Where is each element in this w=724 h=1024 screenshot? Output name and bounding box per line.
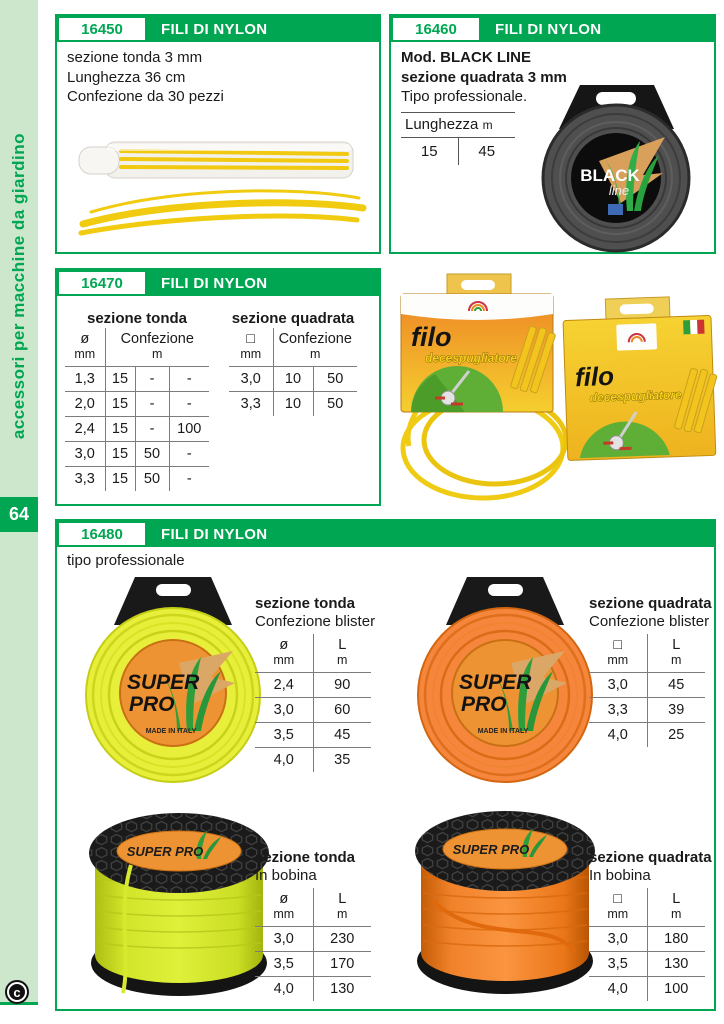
section-header [57,521,714,547]
table-row [255,722,371,747]
table-subtitle: Confezione blister [589,613,710,630]
table-row [255,672,371,697]
description-line: sezione tonda 3 mm [67,49,203,66]
section-title: FILI DI NYLON [161,525,268,543]
table-bobina-quadrata [589,849,712,1001]
table-row [589,976,705,1001]
product-code: 16460 [393,18,479,40]
table-title: sezione tonda [255,849,356,866]
cell: 50 [135,441,169,466]
cell: 50 [135,466,169,491]
cell: 15 [105,466,135,491]
cell: 3,0 [255,926,313,951]
cell: 50 [327,395,344,412]
super-pro-bobbin-yellow-image [79,807,279,1001]
cell: 4,0 [255,976,313,1001]
cell: 100 [664,980,689,997]
brand-text: SUPER [459,671,532,694]
table-unit: m [482,118,493,132]
section-16470 [55,268,381,506]
description-line: sezione quadrata 3 mm [401,68,567,86]
table-bobina-tonda [255,849,371,1001]
column-header: Confezione m [273,328,357,366]
table-row [229,366,357,391]
table-header-row [589,634,705,672]
description-text [67,48,224,107]
table-row [401,138,515,165]
cell: 45 [647,672,705,697]
section-16480 [55,519,716,1011]
cell: 2,4 [65,416,105,441]
cell: 1,3 [65,366,105,391]
cell: 15 [105,366,135,391]
filo-subbrand-text: decespugliatore [589,387,682,405]
table-title: sezione quadrata [589,595,712,612]
brand-text: SUPER PRO [452,842,530,857]
section-subtitle: tipo professionale [67,552,185,569]
page-number-badge: 64 [0,497,38,532]
table-row [65,466,209,491]
table-row [589,926,705,951]
section-header [57,270,379,296]
cell: 130 [647,951,705,976]
column-header: □ mm [589,888,647,926]
cell: 180 [647,926,705,951]
table-sezione-quadrata [229,310,357,416]
cell: 10 [273,366,313,391]
filo-brand-text: filo [574,360,615,393]
section-header [57,16,379,42]
cell: 3,5 [589,951,647,976]
cell: - [169,366,209,391]
table-blister-tonda [255,595,375,772]
cell: 10 [273,391,313,416]
table-row [255,747,371,772]
black-line-spool-image [523,82,709,254]
product-code: 16480 [59,523,145,545]
cell: 25 [668,726,685,743]
table-subtitle: Confezione blister [255,613,376,630]
column-header: ø mm [65,328,105,366]
cell: 39 [647,697,705,722]
table-header-row [229,328,357,366]
brand-text: PRO [461,693,507,716]
brand-text: PRO [129,693,175,716]
description-line: Confezione da 30 pezzi [67,88,224,105]
column-header: L m [647,634,705,672]
cell: 4,0 [255,747,313,772]
table-row [255,926,371,951]
table-title: sezione tonda [86,310,187,327]
table-header-row [65,328,209,366]
cell: - [186,470,192,487]
table-row [255,976,371,1001]
table-row [255,951,371,976]
cell: - [169,391,209,416]
cell: 3,0 [589,926,647,951]
table-row [65,366,209,391]
brand-script-text: line [608,183,630,198]
brand-text: SUPER PRO [126,844,204,859]
cell: 2,0 [65,391,105,416]
super-pro-spool-orange-image [415,575,595,785]
table-title: sezione tonda [255,595,356,612]
brand-text: BLACK [580,166,640,185]
sidebar-vertical-label [0,88,38,484]
section-title: FILI DI NYLON [495,20,602,38]
table-header-row [255,888,371,926]
table-subtitle: In bobina [255,867,317,884]
table-header-row [255,634,371,672]
table-row [589,672,705,697]
cell: 3,0 [229,366,273,391]
column-header: □ mm [229,328,273,366]
filo-box-left [401,274,556,412]
cell: 15 [105,441,135,466]
cell: 15 [420,143,438,160]
made-in-italy-text: MADE IN ITALY [477,728,529,735]
cell: 35 [334,751,351,768]
nylon-sticks-tube-image [63,120,373,245]
table-row [65,441,209,466]
table-row [589,722,705,747]
table-row [229,391,357,416]
cell: 45 [458,138,516,165]
cell: 60 [313,697,371,722]
description-line: Tipo professionale. [401,88,528,105]
cell: 3,3 [65,466,105,491]
cell: 4,0 [589,722,647,747]
filo-subbrand-text: decespugliatore [425,351,518,365]
cell: - [135,391,169,416]
copyright-logo-icon: c [5,980,29,1004]
table-title: sezione quadrata [589,849,712,866]
super-pro-spool-yellow-image [83,575,263,785]
table-row [65,416,209,441]
table-subtitle: In bobina [589,867,651,884]
filo-brand-text: filo [411,322,452,352]
column-header: □ mm [589,634,647,672]
loose-sticks [81,191,363,233]
column-header: ø mm [255,888,313,926]
brand-text: SUPER [127,671,200,694]
cell: 3,0 [255,697,313,722]
cell: 3,3 [589,697,647,722]
section-title: FILI DI NYLON [161,274,268,292]
section-title: FILI DI NYLON [161,20,268,38]
table-sezione-tonda [65,310,209,491]
cell: 15 [105,416,135,441]
table-row [65,391,209,416]
column-header: Confezione m [105,328,209,366]
section-16450 [55,14,381,254]
filo-boxes-image [395,270,720,505]
table-row [589,697,705,722]
cell: 15 [105,391,135,416]
cell: 50 [313,366,357,391]
table-title: sezione quadrata [231,310,355,327]
cell: 3,0 [589,672,647,697]
sidebar-vertical-text: accessori per macchine da giardino [9,132,28,440]
cell: - [135,366,169,391]
description-line: Lunghezza 36 cm [67,68,186,86]
product-code: 16450 [59,18,145,40]
cell: 2,4 [255,672,313,697]
cell: 3,0 [65,441,105,466]
cell: - [169,441,209,466]
lunghezza-table [401,112,515,165]
cell: 3,5 [255,951,313,976]
cell: 170 [313,951,371,976]
cell: 90 [313,672,371,697]
cell: 230 [313,926,371,951]
section-header [391,16,714,42]
cell: 3,3 [229,391,273,416]
made-in-italy-text: MADE IN ITALY [145,728,197,735]
filo-box-right [562,295,720,460]
column-header: L m [313,888,371,926]
table-blister-quadrata [589,595,712,747]
section-16460 [389,14,716,254]
italy-flag-icon [683,320,704,335]
table-row [255,697,371,722]
table-label: Lunghezza [405,116,479,133]
column-header: L m [647,888,705,926]
description-line: Mod. BLACK LINE [401,49,531,66]
cell: - [135,416,169,441]
product-code: 16470 [59,272,145,294]
cell: 45 [313,722,371,747]
table-row [589,951,705,976]
cell: 4,0 [589,976,647,1001]
cell: 100 [169,416,209,441]
super-pro-bobbin-orange-image [405,805,605,999]
cell: 130 [330,980,355,997]
column-header: ø mm [255,634,313,672]
column-header: L m [313,634,371,672]
cell: 3,5 [255,722,313,747]
table-header [401,113,515,138]
table-header-row [589,888,705,926]
